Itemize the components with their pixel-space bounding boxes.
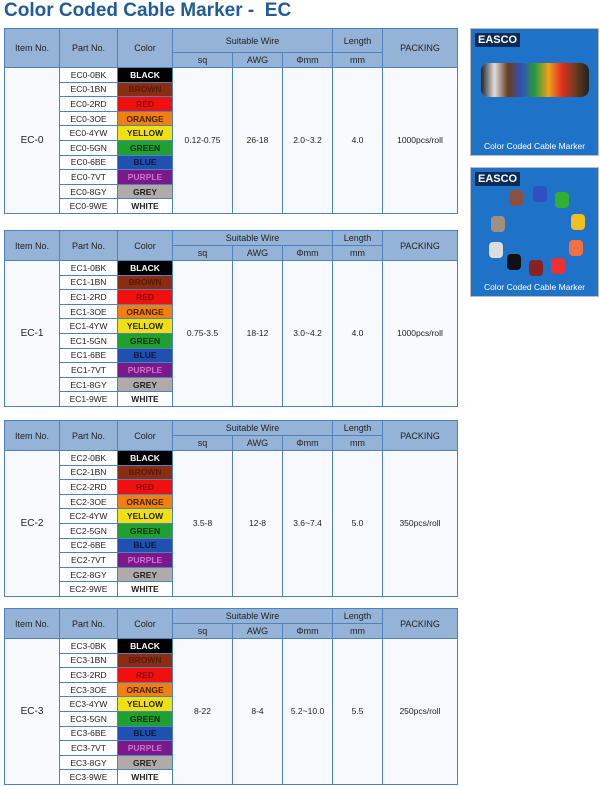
color-swatch-red: RED [118, 480, 173, 495]
spec-table-ec-0 [4, 28, 458, 214]
part-no: EC1-3OE [60, 304, 118, 319]
part-no: EC1-4YW [60, 319, 118, 334]
header-packing: PACKING [383, 609, 458, 639]
header-part-no: Part No. [60, 29, 118, 68]
marker-piece [507, 254, 521, 270]
header-item-no: Item No. [5, 421, 60, 451]
color-swatch-black: BLACK [118, 451, 173, 466]
part-no: EC3-9WE [60, 770, 118, 785]
part-no: EC2-0BK [60, 451, 118, 466]
header-awg: AWG [233, 436, 283, 451]
packing: 250pcs/roll [383, 639, 458, 785]
part-no: EC0-0BK [60, 68, 118, 83]
header-part-no: Part No. [60, 609, 118, 639]
part-no: EC2-1BN [60, 465, 118, 480]
length-mm: 4.0 [333, 261, 383, 407]
part-no: EC3-4YW [60, 697, 118, 712]
color-swatch-orange: ORANGE [118, 494, 173, 509]
header-dia: Φmm [283, 53, 333, 68]
marker-piece [491, 216, 505, 232]
part-no: EC3-8GY [60, 755, 118, 770]
header-part-no: Part No. [60, 231, 118, 261]
color-swatch-red: RED [118, 97, 173, 112]
length-mm: 4.0 [333, 68, 383, 214]
part-no: EC3-2RD [60, 668, 118, 683]
length-mm: 5.5 [333, 639, 383, 785]
header-packing: PACKING [383, 421, 458, 451]
color-swatch-yellow: YELLOW [118, 126, 173, 141]
color-swatch-brown: BROWN [118, 82, 173, 97]
image-caption: Color Coded Cable Marker [483, 282, 586, 292]
marker-piece [489, 242, 503, 258]
wire-awg: 18-12 [233, 261, 283, 407]
part-no: EC3-1BN [60, 653, 118, 668]
color-swatch-brown: BROWN [118, 653, 173, 668]
color-swatch-green: GREEN [118, 140, 173, 155]
wire-diameter: 3.6~7.4 [283, 451, 333, 597]
part-no: EC2-9WE [60, 582, 118, 597]
color-swatch-brown: BROWN [118, 275, 173, 290]
color-swatch-grey: GREY [118, 755, 173, 770]
part-no: EC2-2RD [60, 480, 118, 495]
header-suitable-wire: Suitable Wire [173, 29, 333, 53]
header-length: Length [333, 609, 383, 624]
product-image-spools [470, 28, 599, 156]
header-part-no: Part No. [60, 421, 118, 451]
color-swatch-green: GREEN [118, 333, 173, 348]
marker-piece [533, 186, 547, 202]
color-swatch-yellow: YELLOW [118, 509, 173, 524]
item-no: EC-0 [5, 68, 60, 214]
color-swatch-orange: ORANGE [118, 111, 173, 126]
header-color: Color [118, 609, 173, 639]
header-mm: mm [333, 436, 383, 451]
header-sq: sq [173, 246, 233, 261]
header-color: Color [118, 29, 173, 68]
color-swatch-red: RED [118, 290, 173, 305]
marker-piece [569, 240, 583, 256]
wire-sq: 8-22 [173, 639, 233, 785]
color-swatch-white: WHITE [118, 392, 173, 407]
packing: 1000pcs/roll [383, 68, 458, 214]
part-no: EC3-3OE [60, 682, 118, 697]
marker-piece [555, 192, 569, 208]
part-no: EC2-4YW [60, 509, 118, 524]
color-swatch-blue: BLUE [118, 538, 173, 553]
color-swatch-yellow: YELLOW [118, 319, 173, 334]
header-item-no: Item No. [5, 29, 60, 68]
header-color: Color [118, 421, 173, 451]
part-no: EC3-6BE [60, 726, 118, 741]
color-swatch-blue: BLUE [118, 155, 173, 170]
page-title: Color Coded Cable Marker - EC [4, 0, 292, 21]
part-no: EC1-6BE [60, 348, 118, 363]
part-no: EC0-9WE [60, 199, 118, 214]
header-sq: sq [173, 53, 233, 68]
header-awg: AWG [233, 624, 283, 639]
header-mm: mm [333, 53, 383, 68]
part-no: EC0-4YW [60, 126, 118, 141]
color-swatch-black: BLACK [118, 68, 173, 83]
color-swatch-purple: PURPLE [118, 741, 173, 756]
wire-sq: 0.12-0.75 [173, 68, 233, 214]
marker-piece [571, 214, 585, 230]
part-no: EC2-5GN [60, 523, 118, 538]
color-swatch-purple: PURPLE [118, 553, 173, 568]
header-item-no: Item No. [5, 609, 60, 639]
part-no: EC1-0BK [60, 261, 118, 276]
part-no: EC2-6BE [60, 538, 118, 553]
wire-awg: 26-18 [233, 68, 283, 214]
marker-piece [529, 260, 543, 276]
item-no: EC-3 [5, 639, 60, 785]
color-swatch-green: GREEN [118, 711, 173, 726]
spec-table-ec-1 [4, 230, 458, 407]
header-mm: mm [333, 246, 383, 261]
header-dia: Φmm [283, 624, 333, 639]
part-no: EC2-8GY [60, 567, 118, 582]
header-awg: AWG [233, 246, 283, 261]
header-sq: sq [173, 436, 233, 451]
part-no: EC0-1BN [60, 82, 118, 97]
color-swatch-green: GREEN [118, 523, 173, 538]
marker-piece [509, 190, 523, 206]
color-swatch-red: RED [118, 668, 173, 683]
spec-table-ec-3 [4, 608, 458, 785]
part-no: EC1-5GN [60, 333, 118, 348]
wire-diameter: 3.0~4.2 [283, 261, 333, 407]
header-color: Color [118, 231, 173, 261]
wire-diameter: 5.2~10.0 [283, 639, 333, 785]
color-swatch-brown: BROWN [118, 465, 173, 480]
part-no: EC1-2RD [60, 290, 118, 305]
part-no: EC3-0BK [60, 639, 118, 654]
header-suitable-wire: Suitable Wire [173, 231, 333, 246]
color-swatch-orange: ORANGE [118, 682, 173, 697]
header-sq: sq [173, 624, 233, 639]
color-swatch-yellow: YELLOW [118, 697, 173, 712]
color-swatch-grey: GREY [118, 184, 173, 199]
part-no: EC0-8GY [60, 184, 118, 199]
color-swatch-white: WHITE [118, 582, 173, 597]
product-image-markers [470, 167, 599, 297]
header-packing: PACKING [383, 29, 458, 68]
easco-logo: EASCO [475, 33, 520, 47]
color-swatch-white: WHITE [118, 770, 173, 785]
color-swatch-purple: PURPLE [118, 363, 173, 378]
part-no: EC2-3OE [60, 494, 118, 509]
spec-table-ec-2 [4, 420, 458, 597]
wire-sq: 3.5-8 [173, 451, 233, 597]
item-no: EC-2 [5, 451, 60, 597]
header-length: Length [333, 29, 383, 53]
header-length: Length [333, 231, 383, 246]
part-no: EC1-9WE [60, 392, 118, 407]
wire-sq: 0.75-3.5 [173, 261, 233, 407]
part-no: EC0-5GN [60, 140, 118, 155]
header-awg: AWG [233, 53, 283, 68]
cable-marker-spools [481, 63, 589, 97]
part-no: EC3-5GN [60, 711, 118, 726]
part-no: EC0-3OE [60, 111, 118, 126]
packing: 1000pcs/roll [383, 261, 458, 407]
easco-logo: EASCO [475, 172, 520, 186]
part-no: EC0-2RD [60, 97, 118, 112]
packing: 350pcs/roll [383, 451, 458, 597]
part-no: EC0-6BE [60, 155, 118, 170]
color-swatch-blue: BLUE [118, 348, 173, 363]
header-mm: mm [333, 624, 383, 639]
part-no: EC3-7VT [60, 741, 118, 756]
color-swatch-orange: ORANGE [118, 304, 173, 319]
color-swatch-grey: GREY [118, 567, 173, 582]
marker-piece [551, 258, 565, 274]
length-mm: 5.0 [333, 451, 383, 597]
part-no: EC2-7VT [60, 553, 118, 568]
header-packing: PACKING [383, 231, 458, 261]
color-swatch-purple: PURPLE [118, 170, 173, 185]
header-suitable-wire: Suitable Wire [173, 421, 333, 436]
header-length: Length [333, 421, 383, 436]
wire-awg: 12-8 [233, 451, 283, 597]
part-no: EC1-1BN [60, 275, 118, 290]
color-swatch-white: WHITE [118, 199, 173, 214]
header-item-no: Item No. [5, 231, 60, 261]
header-dia: Φmm [283, 246, 333, 261]
item-no: EC-1 [5, 261, 60, 407]
wire-awg: 8-4 [233, 639, 283, 785]
part-no: EC1-7VT [60, 363, 118, 378]
color-swatch-black: BLACK [118, 639, 173, 654]
header-dia: Φmm [283, 436, 333, 451]
image-caption: Color Coded Cable Marker [483, 141, 586, 151]
wire-diameter: 2.0~3.2 [283, 68, 333, 214]
part-no: EC0-7VT [60, 170, 118, 185]
header-suitable-wire: Suitable Wire [173, 609, 333, 624]
color-swatch-blue: BLUE [118, 726, 173, 741]
color-swatch-black: BLACK [118, 261, 173, 276]
color-swatch-grey: GREY [118, 377, 173, 392]
part-no: EC1-8GY [60, 377, 118, 392]
